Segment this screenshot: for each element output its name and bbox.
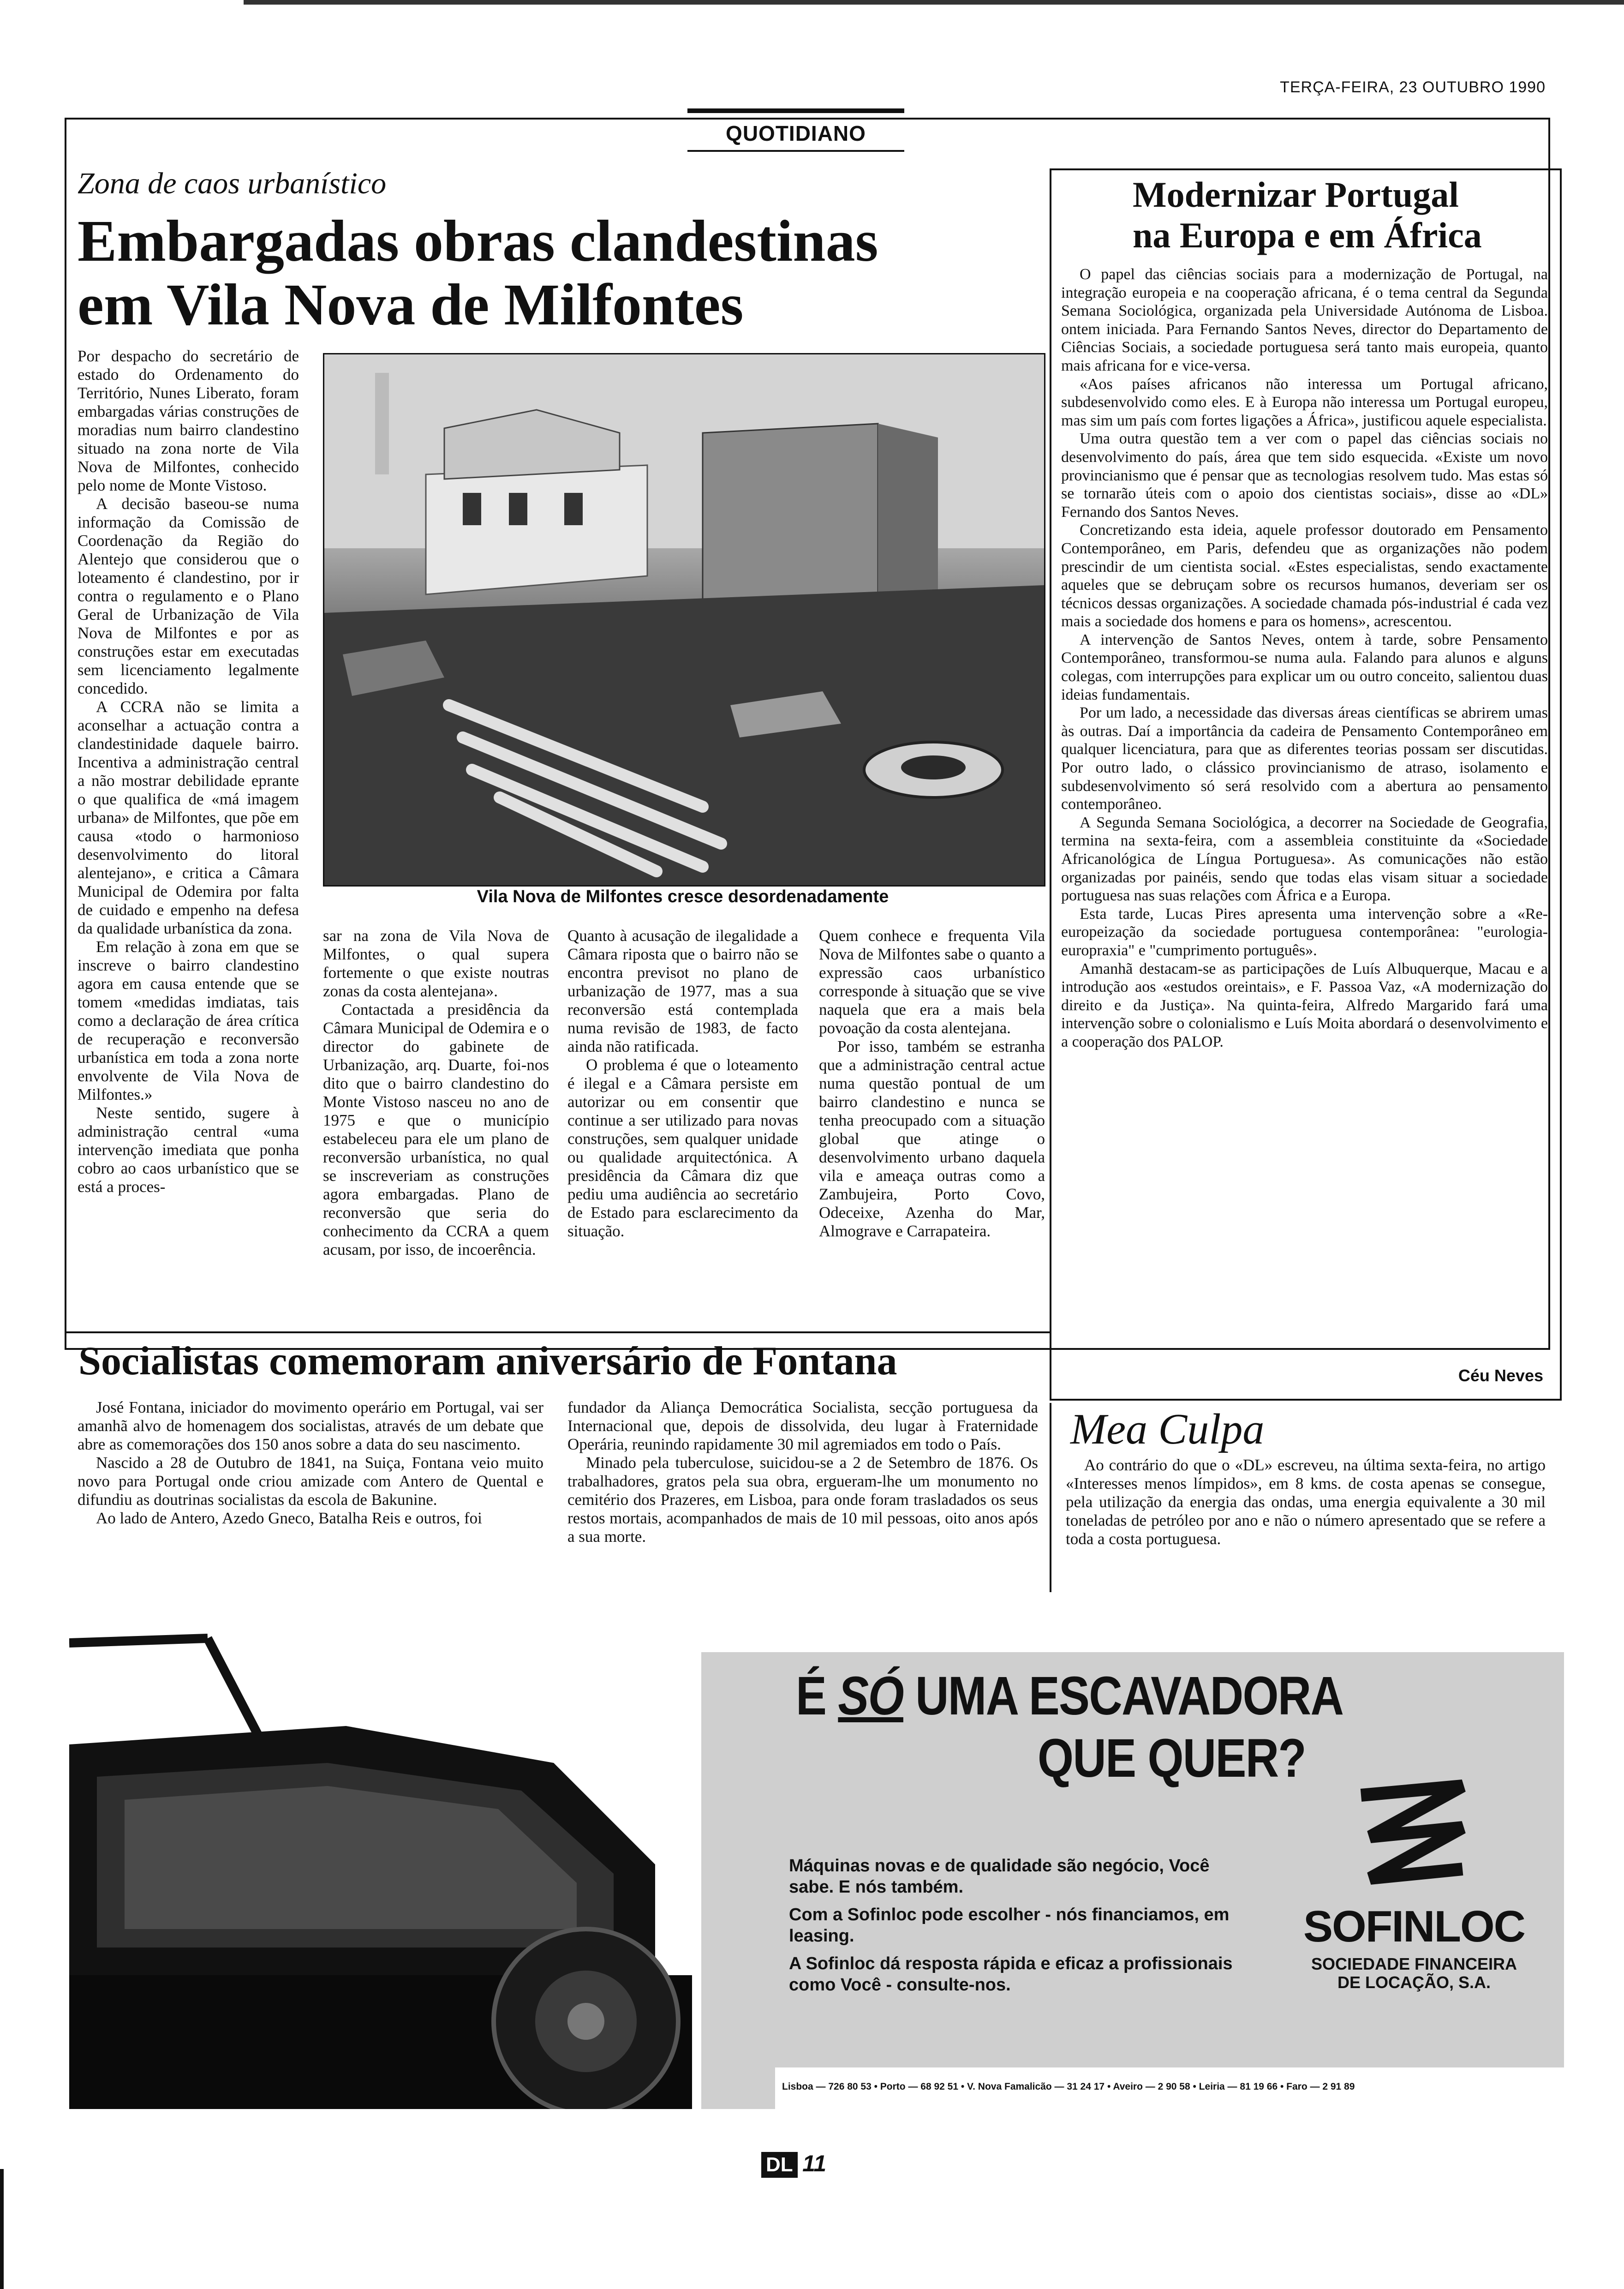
main-col-2 bbox=[323, 927, 549, 1259]
main-paragraph: A decisão baseou-se numa informação da Comissão de Coordenação da Região do Alentejo que considerou que o loteamento é clandestino, por ir contra o regulamento e o Plano Geral de Urbanização de Vila Nova de Milfontes e por as construções estar em executadas sem licenciamento legalmente concedido. bbox=[78, 495, 299, 697]
ad-headline bbox=[796, 1666, 1343, 1726]
side-paragraph: Concretizando esta ideia, aquele professor doutorado em Pensamento Contemporâneo, em Paris, defendeu que as organizações não podem prescindir de um cientista social. «Estes especialistas, sendo exactamente aqueles que se debruçam sobre os recursos humanos, deveriam ser os técnicos dessas organizações. A sociedade chamada pós-industrial é cada vez mais a sociedade dos homens e para os homens», acrescentou. bbox=[1061, 521, 1548, 630]
mea-culpa-text: Ao contrário do que o «DL» escreveu, na última sexta-feira, no artigo «Interesses menos límpidos», em 8 kms. de costa apenas se consegue, pela utilização da energia das ondas, uma energia equivalente a 30 mil toneladas de petróleo por ano e não o número apresentado que se refere a toda a costa portuguesa. bbox=[1066, 1456, 1546, 1548]
side-paragraph: Amanhã destacam-se as participações de Luís Albuquerque, Macau e a introdução aos «estudos oreintais», e F. Passoa Vaz, «A modernização do direito e da Justiça». Na quinta-feira, Alfredo Margarido fará uma intervenção sobre o colonialismo e Luís Moita abordará o desenvolvimento e a cooperação dos PALOP. bbox=[1061, 960, 1548, 1050]
dl-logo: DL bbox=[761, 2152, 798, 2178]
page-number: 11 bbox=[802, 2151, 827, 2176]
main-paragraph: Em relação à zona em que se inscreve o bairro clandestino agora em causa entende que se tomem «medidas imdiatas, tais como a declaração de área crítica de recuperação e reconversão urbanística em toda a zona norte envolvente de Vila Nova de Milfontes.» bbox=[78, 938, 299, 1103]
socialist-paragraph: fundador da Aliança Democrática Socialista, secção portuguesa da Internacional que, depois de dissolvida, deu lugar à Fraternidade Operária, reunindo rapidamente 30 mil agremiados em todo o País. bbox=[567, 1398, 1038, 1453]
main-paragraph: Quem conhece e frequenta Vila Nova de Milfontes sabe o quanto a expressão caos urbanístico corresponde à situação que se vive naquela que era a mais bela povoação da costa alentejana. bbox=[819, 927, 1045, 1037]
side-headline-line2: na Europa e em África bbox=[1133, 215, 1482, 255]
side-paragraph: A intervenção de Santos Neves, ontem à tarde, sobre Pensamento Contemporâneo, transformou-se numa aula. Falando para alunos e alguns colegas, com interrupções para explicar um ou outro conceito, salientou duas ideias fundamentais. bbox=[1061, 631, 1548, 703]
main-paragraph: O problema é que o loteamento é ilegal e a Câmara persiste em autorizar ou em consentir que continue a ser utilizado para novas construções, sem qualquer unidade ou qualidade arquitectónica. A presidência da Câmara diz que pediu uma audiência ao secretário de Estado para esclarecimento da situação. bbox=[567, 1056, 798, 1240]
ad-body-2: Com a Sofinloc pode escolher - nós financiamos, em leasing. bbox=[789, 1905, 1230, 1946]
photo-caption: Vila Nova de Milfontes cresce desordenadamente bbox=[477, 887, 889, 906]
ad-brand: SOFINLOC bbox=[1303, 1902, 1525, 1951]
main-paragraph: Por despacho do secretário de estado do Ordenamento do Território, Nunes Liberato, foram embargadas várias construções de moradias num bairro clandestino situado na zona norte de Vila Nova de Milfontes, conhecido pelo nome de Monte Vistoso. bbox=[78, 347, 299, 494]
socialist-col-2 bbox=[567, 1398, 1038, 1546]
main-paragraph: Neste sentido, sugere à administração central «uma intervenção imediata que ponha cobro ao caos urbanístico que se está a proces- bbox=[78, 1104, 299, 1196]
sofinloc-logo-icon bbox=[1352, 1777, 1472, 1892]
side-paragraph: Esta tarde, Lucas Pires apresenta uma intervenção sobre a «Re-europeização da sociedade portuguesa contemporânea: "eurologia-europraxia" e "cumprimento português». bbox=[1061, 905, 1548, 959]
main-col-4 bbox=[819, 927, 1045, 1240]
section-label: QUOTIDIANO bbox=[726, 121, 866, 145]
side-paragraph: O papel das ciências sociais para a modernização de Portugal, na integração europeia e na cooperação africana, é o tema central da Segunda Semana Sociológica, organizada pela Universidade Autónoma de Lisboa. ontem iniciada. Para Fernando Santos Neves, director do Departamento de Ciências Sociais, a sociedade portuguesa será tanto mais europeia, quanto mais africana for e vice-versa. bbox=[1061, 266, 1548, 374]
side-byline: Céu Neves bbox=[1458, 1366, 1543, 1385]
socialist-paragraph: Minado pela tuberculose, suicidou-se a 2 de Setembro de 1876. Os trabalhadores, gratos pela sua obra, ergueram-lhe um monumento no cemitério dos Prazeres, em Lisboa, para onde foram trasladados os seus restos mortais, acompanhados de mais de 10 mil pessoas, oito anos após a sua morte. bbox=[567, 1454, 1038, 1546]
footer-logo bbox=[761, 2151, 826, 2176]
side-headline-line1: Modernizar Portugal bbox=[1133, 174, 1459, 215]
main-headline-line2: em Vila Nova de Milfontes bbox=[78, 272, 744, 337]
ad-headline-post: UMA ESCAVADORA bbox=[903, 1666, 1343, 1726]
ad-headline-pre: É bbox=[796, 1666, 838, 1726]
issue-date: TERÇA-FEIRA, 23 OUTUBRO 1990 bbox=[1280, 78, 1546, 96]
side-story-body bbox=[1061, 265, 1548, 1051]
ad-contacts: Lisboa — 726 80 53 • Porto — 68 92 51 • V. Nova Famalicão — 31 24 17 • Aveiro — 2 90 58 • Leiria — 81 19 66 • Faro — 2 91 89 bbox=[782, 2081, 1355, 2092]
ad-headline-so: SÓ bbox=[838, 1666, 903, 1726]
socialist-col-1 bbox=[78, 1398, 543, 1528]
socialist-paragraph: Nascido a 28 de Outubro de 1841, na Suiça, Fontana veio muito novo para Portugal onde criou amizade com Antero de Quental e difundiu as doutrinas socialistas da escola de Bakunine. bbox=[78, 1454, 543, 1509]
main-paragraph: Contactada a presidência da Câmara Municipal de Odemira e o director do gabinete de Urbanização, arq. Duarte, foi-nos dito que o bairro clandestino do Monte Vistoso nasceu no ano de 1975 e que o município estabeleceu para ele um plano de reconversão urbanística, no qual se inscreveriam as construções agora embargadas. Plano de reconversão que seria do conhecimento da CCRA a quem acusam, por isso, de incoerência. bbox=[323, 1001, 549, 1258]
main-paragraph: sar na zona de Vila Nova de Milfontes, o qual supera fortemente o que existe noutras zonas da costa alentejana». bbox=[323, 927, 549, 1000]
main-headline-line1: Embargadas obras clandestinas bbox=[78, 208, 878, 274]
main-col-1 bbox=[78, 347, 299, 1196]
side-paragraph: «Aos países africanos não interessa um Portugal africano, subdesenvolvido como eles. E à Europa não interessa um Portugal europeu, mas sim um país com fortes ligações a África», justificou aquele especialista. bbox=[1061, 375, 1548, 429]
main-col-3 bbox=[567, 927, 798, 1240]
side-paragraph: A Segunda Semana Sociológica, a decorrer na Sociedade de Geografia, termina na sexta-feira, com a assembleia constituinte da «Sociedade Africanológica de Língua Portuguesa». As comunicações não estão organizadas por painéis, sendo que todas elas visam situar a sociedade portuguesa nas suas relações com África e a Europa. bbox=[1061, 814, 1548, 905]
kicker: Zona de caos urbanístico bbox=[78, 167, 387, 200]
side-paragraph: Uma outra questão tem a ver com o papel das ciências sociais no desenvolvimento do país, área que tem sido esquecida. «Existe um novo provincianismo que é pensar que as tecnologias resolvem tudo. Mas estas só se tornarão úteis com o apoio dos cientistas sociais», disse ao «DL» Fernando dos Santos Neves. bbox=[1061, 430, 1548, 521]
main-paragraph: Por isso, também se estranha que a administração central actue numa questão pontual de um bairro clandestino e nunca se tenha preocupado com a situação global que atinge o desenvolvimento urbano daquela vila e ameaça outras como a Zambujeira, Porto Covo, Odeceixe, Azenha do Mar, Almograve e Carrapateira. bbox=[819, 1037, 1045, 1240]
ad-body-1: Máquinas novas e de qualidade são negócio, Você sabe. E nós também. bbox=[789, 1856, 1210, 1897]
mea-culpa-body bbox=[1066, 1456, 1546, 1548]
ad-body bbox=[789, 1855, 1250, 1995]
socialist-paragraph: Ao lado de Antero, Azedo Gneco, Batalha Reis e outros, foi bbox=[96, 1509, 482, 1527]
ad-brand-sub-2: DE LOCAÇÃO, S.A. bbox=[1337, 1973, 1491, 1992]
socialist-paragraph: José Fontana, iniciador do movimento operário em Portugal, vai ser amanhã alvo de homenagem dos socialistas, através de um debate que abre as comemorações dos 150 anos sobre a data do seu nascimento. bbox=[78, 1398, 543, 1453]
socialist-headline: Socialistas comemoram aniversário de Fontana bbox=[78, 1339, 897, 1384]
ad-headline-line2: QUE QUER? bbox=[1038, 1728, 1306, 1789]
ad-body-3: A Sofinloc dá resposta rápida e eficaz a profissionais como Você - consulte-nos. bbox=[789, 1954, 1233, 1995]
mea-culpa-headline: Mea Culpa bbox=[1070, 1405, 1265, 1453]
main-paragraph: Quanto à acusação de ilegalidade a Câmara riposta que o bairro não se encontra previsot no plano de urbanização de 1977, mas a sua reconversão está contemplada numa revisão de 1983, de facto ainda não ratificada. bbox=[567, 927, 798, 1055]
photo-construction-site bbox=[323, 353, 1045, 887]
excavator-illustration bbox=[69, 1624, 900, 2109]
side-paragraph: Por um lado, a necessidade das diversas áreas científicas se abrirem umas às outras. Daí a importância da cadeira de Pensamento Contemporâneo em qualquer licenciatura, para que as diferentes teorias possam ser discutidas. Por outro lado, o clássico provincianismo de atraso, isolamento e subdesenvolvimento só será resolvido com a abertura ao pensamento contemporâneo. bbox=[1061, 704, 1548, 813]
photo-illustration bbox=[324, 354, 1044, 885]
main-paragraph: A CCRA não se limita a aconselhar a actuação contra a clandestinidade daquele bairro. Incentiva a administração central a não mostrar debilidade eprante o que qualifica de «má imagem urbana» de Milfontes, que põe em causa «todo o harmonioso desenvolvimento do litoral alentejano», e critica a Câmara Municipal de Odemira por falta de cuidado e empenho na defesa da qualidade urbanística da zona. bbox=[78, 698, 299, 937]
ad-sofinloc bbox=[69, 1624, 1564, 2109]
ad-brand-sub-1: SOCIEDADE FINANCEIRA bbox=[1311, 1954, 1517, 1973]
